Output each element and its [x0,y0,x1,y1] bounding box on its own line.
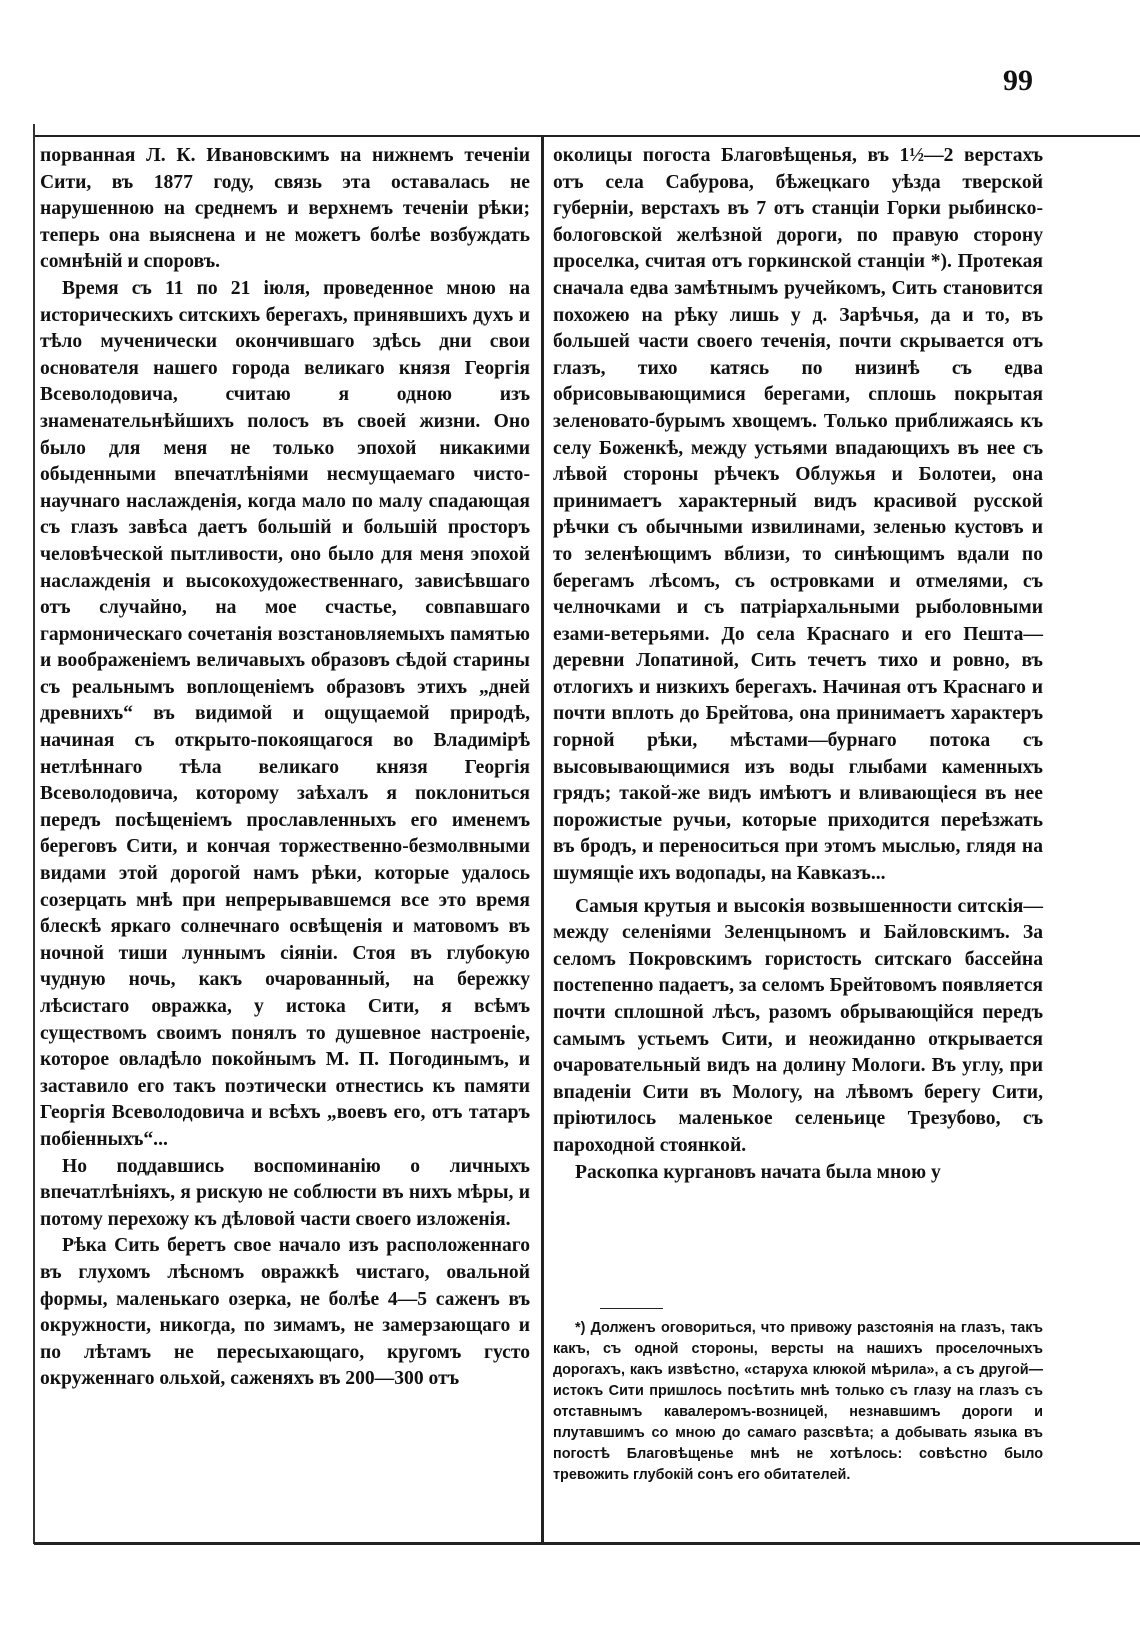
footnote-rule [600,1308,663,1309]
column-divider [541,135,544,1543]
paragraph: порванная Л. К. Ивановскимъ на нижнемъ теченіи Сити, въ 1877 году, связь эта оставалась не нарушенною на среднемъ и верхнемъ теченіи рѣки; теперь она выяснена и не можетъ болѣе возбуждать сомнѣній и споровъ. [40,145,530,273]
left-column [40,143,530,1393]
paragraph: околицы погоста Благовѣщенья, въ 1½—2 верстахъ отъ села Сабурова, бѣжецкаго уѣзда тверской губерніи, верстахъ въ 7 отъ станціи Горки рыбинско-бологовской желѣзной дороги, по правую сторону проселка, считая отъ горкинской станціи *). Протекая сначала едва замѣтнымъ ручейкомъ, Сить становится похожею на рѣку лишь у д. Зарѣчья, да и то, въ большей части своего теченія, почти скрывается отъ глазъ, тихо катясь по низинѣ съ едва обрисовывающимися берегами, сплошь покрытая зеленовато-бурымъ хвощемъ. Только приближаясь къ селу Боженкѣ, между устьями впадающихъ въ нее съ лѣвой стороны рѣчекъ Облужья и Болотеи, она принимаетъ характерный видъ красивой русской рѣчки съ обычными извилинами, зеленью кустовъ и то зеленѣющимъ вблизи, то синѣющимъ вдали по берегамъ лѣсомъ, съ островками и отмелями, съ челночками и съ патріархальными рыболовными езами-ветерьями. До села Краснаго и его Пешта—деревни Лопатиной, Сить течетъ тихо и ровно, въ отлогихъ и низкихъ берегахъ. Начиная отъ Краснаго и почти вплоть до Брейтова, она принимаетъ характеръ горной рѣки, мѣстами—бурнаго потока съ высовывающимися изъ воды глыбами каменныхъ грядъ; такой-же видъ имѣютъ и вливающіеся въ нее порожистые ручьи, которые приходится переѣзжать въ бродъ, и переноситься при этомъ мыслью, глядя на шумящіе ихъ водопады, на Кавказъ... [553,145,1043,885]
page-number: 99 [1003,64,1033,97]
footnote [553,1318,1043,1486]
top-rule [34,135,1140,137]
left-rule [33,124,35,1544]
paragraph: Время съ 11 по 21 іюля, проведенное мною на историческихъ ситскихъ берегахъ, принявшихъ духъ и тѣло мученически окончившаго здѣсь дни свои основателя нашего города великаго князя Георгія Всеволодовича, считаю я одною изъ знаменательнѣйшихъ полосъ въ своей жизни. Оно было для меня не только эпохой никакими обыденными впечатлѣніями несмущаемаго чисто-научнаго наслажденія, когда мало по малу спадающая съ глазъ завѣса даетъ большій и большій просторъ человѣческой пытливости, оно было для меня эпохой наслажденія и высокохудожественнаго, зависѣвшаго отъ случайно, на мое счастье, совпавшаго гармоническаго сочетанія возстановляемыхъ памятью и воображеніемъ величавыхъ образовъ сѣдой старины съ реальнымъ воплощеніемъ образовъ этихъ „дней древнихъ“ въ видимой и ощущаемой природѣ, начиная съ открыто-покоящагося во Владимірѣ нетлѣннаго тѣла великаго князя Георгія Всеволодовича, которому заѣхалъ я поклониться передъ посѣщеніемъ прославленныхъ его именемъ береговъ Сити, и кончая торжественно-безмолвными видами этой дорогой намъ рѣки, которые удалось созерцать мнѣ при непрерывавшемся все это время блескѣ яркаго солнечнаго освѣщенія и матовомъ въ ночной тиши луннымъ сіяніи. Стоя въ глубокую чудную ночь, какъ очарованный, на бережку лѣсистаго овражка, у истока Сити, я всѣмъ существомъ своимъ понялъ то душевное настроеніе, которое овладѣло покойнымъ М. П. Погодинымъ, и заставило его такъ поэтически отнестись къ памяти Георгія Всеволодовича и всѣхъ „воевъ его, отъ татаръ побіенныхъ“... [40,277,530,1150]
paragraph: Раскопка кургановъ начата была мною у [575,1161,941,1183]
paragraph: Но поддавшись воспоминанію о личныхъ впечатлѣніяхъ, я рискую не соблюсти въ нихъ мѣры, и потому перехожу къ дѣловой части своего изложенія. [40,1155,530,1230]
footnote-text: *) Долженъ оговориться, что привожу разстоянія на глазъ, такъ какъ, съ одной стороны, версты на нашихъ проселочныхъ дорогахъ, какъ извѣстно, «старуха клюкой мѣрила», а съ другой—истокъ Сити пришлось посѣтить мнѣ только съ глазу на глазъ съ отставнымъ кавалеромъ-возницей, незнавшимъ дороги и плутавшимъ со мною до самаго разсвѣта; а добывать языка въ погостѣ Благовѣщенье мнѣ не хотѣлось: совѣстно было тревожить глубокій сонъ его обитателей. [553,1320,1043,1483]
bottom-rule [34,1542,1140,1545]
paragraph: Самыя крутыя и высокія возвышенности ситскія—между селеніями Зеленцыномъ и Байловскимъ. За селомъ Покровскимъ гористость ситскаго бассейна постепенно падаетъ, за селомъ Брейтовомъ появляется почти сплошной лѣсъ, разомъ обрывающійся передъ самымъ устьемъ Сити, и неожиданно открывается очаровательный видъ на долину Мологи. Въ углу, при впаденіи Сити въ Мологу, на лѣвомъ берегу Сити, пріютилось маленькое селеньице Трезубово, съ пароходной стоянкой. [553,895,1043,1156]
right-column [553,143,1043,1186]
paragraph: Рѣка Сить беретъ свое начало изъ расположеннаго въ глухомъ лѣсномъ овражкѣ чистаго, овальной формы, маленькаго озерка, не болѣе 4—5 саженъ въ окружности, никогда, по зимамъ, не замерзающаго и по лѣтамъ не пересыхающаго, кругомъ густо окруженнаго ольхой, саженяхъ въ 200—300 отъ [40,1235,530,1390]
